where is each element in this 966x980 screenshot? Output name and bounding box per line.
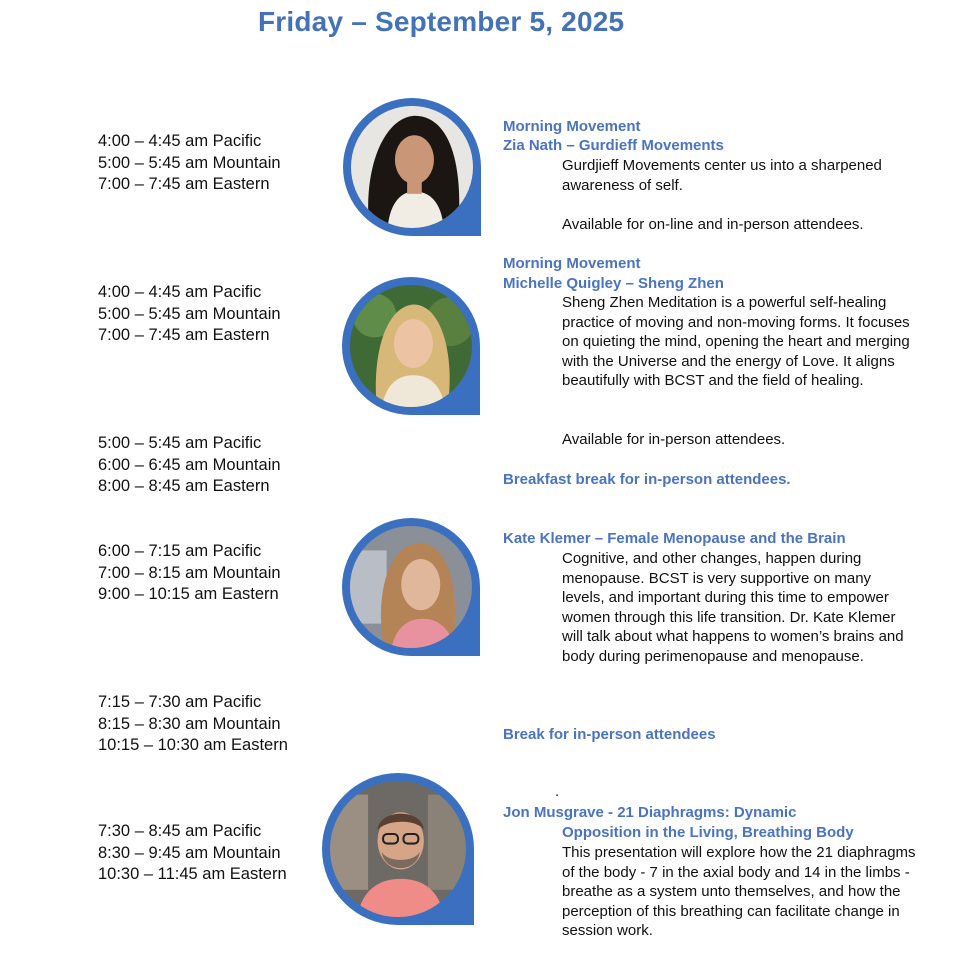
session-4-times [98, 541, 281, 606]
session-2-speaker-title: Michelle Quigley – Sheng Zhen [503, 275, 724, 292]
time-eastern: 7:00 – 7:45 am Eastern [98, 326, 270, 344]
session-1-speaker-title: Zia Nath – Gurdieff Movements [503, 137, 724, 154]
speaker-photo-zia-nath [343, 98, 481, 236]
time-eastern: 10:15 – 10:30 am Eastern [98, 736, 288, 754]
stray-period: . [555, 783, 560, 800]
time-pacific: 6:00 – 7:15 am Pacific [98, 542, 262, 560]
time-pacific: 7:30 – 8:45 am Pacific [98, 822, 262, 840]
session-6-speaker-title-cont: Opposition in the Living, Breathing Body [562, 824, 854, 841]
session-4-description: Cognitive, and other changes, happen during menopause. BCST is very supportive on many levels, and important during this time to empower women through this life transition. Dr. Kate Klemer will talk about what happens to women’s brains and body during perimenopause and menopause. [562, 550, 904, 665]
speaker-photo-michelle-quigley [342, 277, 480, 415]
time-eastern: 9:00 – 10:15 am Eastern [98, 585, 279, 603]
session-5-times [98, 692, 288, 757]
time-pacific: 5:00 – 5:45 am Pacific [98, 434, 262, 452]
time-pacific: 4:00 – 4:45 am Pacific [98, 132, 262, 150]
session-1-description: Gurdjieff Movements center us into a sharpened awareness of self. [562, 157, 882, 194]
session-6-times [98, 821, 287, 886]
session-2-times [98, 282, 281, 347]
time-mountain: 8:30 – 9:45 am Mountain [98, 843, 281, 862]
time-pacific: 7:15 – 7:30 am Pacific [98, 693, 262, 711]
time-eastern: 8:00 – 8:45 am Eastern [98, 477, 270, 495]
time-pacific: 4:00 – 4:45 am Pacific [98, 283, 262, 301]
time-mountain: 6:00 – 6:45 am Mountain [98, 455, 281, 474]
session-2-description: Sheng Zhen Meditation is a powerful self-healing practice of moving and non-moving forms. It focuses on quieting the mind, opening the heart and merging with the Universe and the energy of Love. It aligns beautifully with BCST and the field of healing. [562, 294, 910, 389]
session-2-availability: Available for in-person attendees. [562, 431, 786, 448]
time-eastern: 10:30 – 11:45 am Eastern [98, 865, 287, 883]
session-3-title: Breakfast break for in-person attendees. [503, 471, 791, 488]
session-5-title: Break for in-person attendees [503, 726, 716, 743]
time-mountain: 5:00 – 5:45 am Mountain [98, 304, 281, 323]
time-mountain: 5:00 – 5:45 am Mountain [98, 153, 281, 172]
session-4-speaker-title: Kate Klemer – Female Menopause and the Brain [503, 530, 846, 547]
session-2-category: Morning Movement [503, 255, 641, 272]
speaker-photo-kate-klemer [342, 518, 480, 656]
session-1-category: Morning Movement [503, 118, 641, 135]
page-title: Friday – September 5, 2025 [258, 6, 625, 37]
session-1-times [98, 131, 281, 196]
session-3-times [98, 433, 281, 498]
session-6-description: This presentation will explore how the 21 diaphragms of the body - 7 in the axial body and 14 in the limbs - breathe as a system unto themselves, and how the perception of this breathing can facilitate change in session work. [562, 844, 916, 939]
session-1-availability: Available for on-line and in-person attendees. [562, 216, 864, 233]
time-eastern: 7:00 – 7:45 am Eastern [98, 175, 270, 193]
time-mountain: 7:00 – 8:15 am Mountain [98, 563, 281, 582]
session-6-speaker-title: Jon Musgrave - 21 Diaphragms: Dynamic [503, 804, 797, 821]
speaker-photo-jon-musgrave [322, 773, 474, 925]
time-mountain: 8:15 – 8:30 am Mountain [98, 714, 281, 733]
